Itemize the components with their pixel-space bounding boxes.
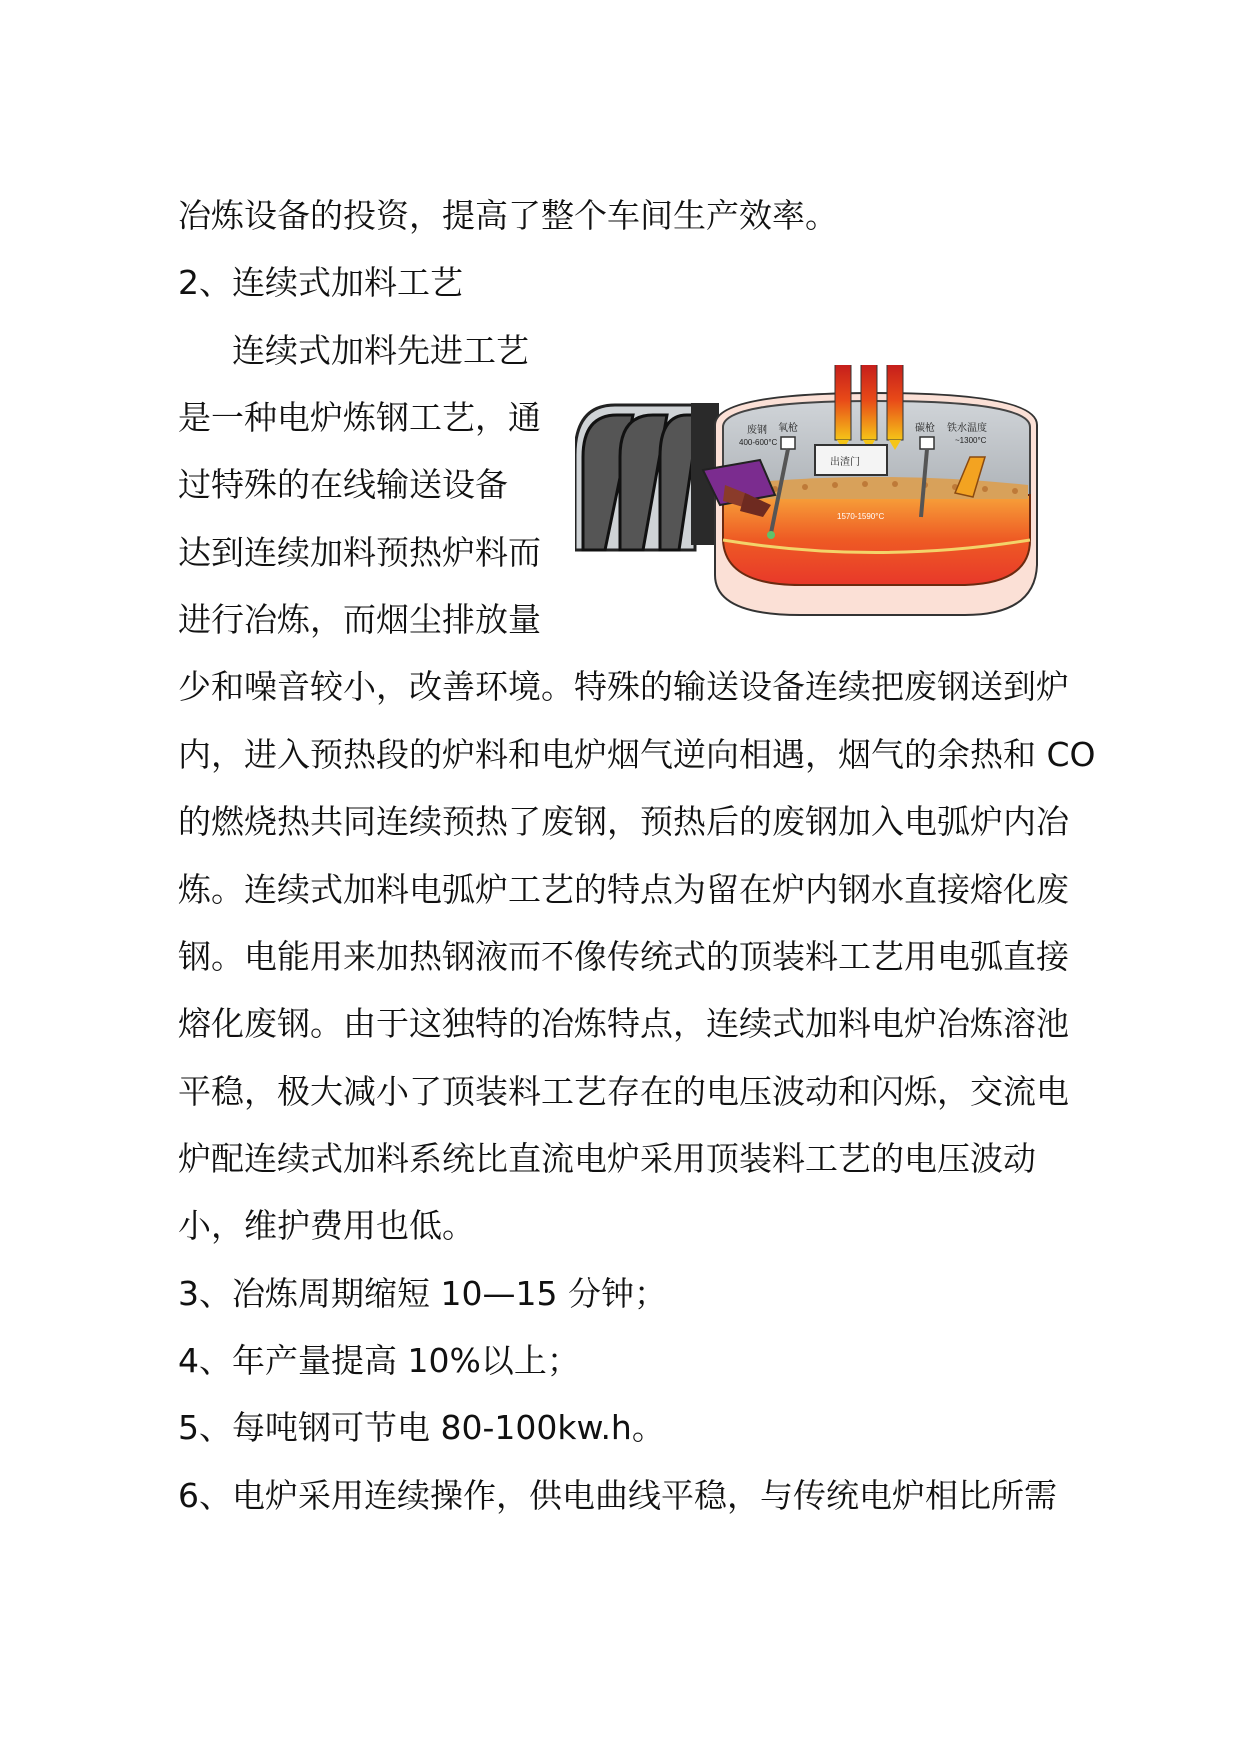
text-line-11: 炼。连续式加料电弧炉工艺的特点为留在炉内钢水直接熔化废 bbox=[178, 870, 1069, 909]
electrode-flames bbox=[835, 365, 903, 450]
list-item-3: 3、冶炼周期缩短 10—15 分钟； bbox=[178, 1274, 667, 1313]
list-item-4: 4、年产量提高 10%以上； bbox=[178, 1341, 580, 1380]
text-line-12: 钢。电能用来加热钢液而不像传统式的顶装料工艺用电弧直接 bbox=[178, 937, 1069, 976]
conveyor-tunnel bbox=[575, 403, 719, 550]
section-heading-2: 2、连续式加料工艺 bbox=[178, 263, 463, 302]
label-carbon-lance: 碳枪 bbox=[915, 423, 935, 434]
list-item-5: 5、每吨钢可节电 80-100kw.h。 bbox=[178, 1408, 665, 1447]
text-line-13: 熔化废钢。由于这独特的冶炼特点，连续式加料电炉冶炼溶池 bbox=[178, 1004, 1069, 1043]
label-bath-temp: 1570-1590°C bbox=[837, 512, 885, 521]
text-line-8: 少和噪音较小，改善环境。特殊的输送设备连续把废钢送到炉 bbox=[178, 667, 1069, 706]
text-line-9: 内，进入预热段的炉料和电炉烟气逆向相遇，烟气的余热和 CO bbox=[178, 735, 1096, 774]
text-line-15: 炉配连续式加料系统比直流电炉采用顶装料工艺的电压波动 bbox=[178, 1139, 1036, 1178]
text-line-10: 的燃烧热共同连续预热了废钢，预热后的废钢加入电弧炉内冶 bbox=[178, 802, 1069, 841]
label-scrap: 废钢 bbox=[747, 425, 767, 436]
text-line-1: 冶炼设备的投资，提高了整个车间生产效率。 bbox=[178, 196, 838, 235]
text-line-6: 达到连续加料预热炉料而 bbox=[178, 533, 541, 572]
text-line-4: 是一种电炉炼钢工艺，通 bbox=[178, 398, 541, 437]
label-iron-temp: 铁水温度 bbox=[947, 423, 987, 434]
text-line-5: 过特殊的在线输送设备 bbox=[178, 465, 508, 504]
text-line-7: 进行冶炼，而烟尘排放量 bbox=[178, 600, 541, 639]
list-item-6: 6、电炉采用连续操作，供电曲线平稳，与传统电炉相比所需 bbox=[178, 1476, 1057, 1515]
furnace-diagram bbox=[575, 365, 1050, 620]
text-line-14: 平稳，极大减小了顶装料工艺存在的电压波动和闪烁，交流电 bbox=[178, 1072, 1069, 1111]
label-iron-temp-value: ~1300°C bbox=[955, 436, 987, 445]
text-line-16: 小，维护费用也低。 bbox=[178, 1206, 475, 1245]
label-oxygen-lance: 氧枪 bbox=[778, 423, 798, 434]
text-line-3: 连续式加料先进工艺 bbox=[232, 331, 529, 370]
label-scrap-temp: 400-600°C bbox=[739, 438, 778, 447]
label-tap-door: 出渣门 bbox=[830, 457, 860, 468]
